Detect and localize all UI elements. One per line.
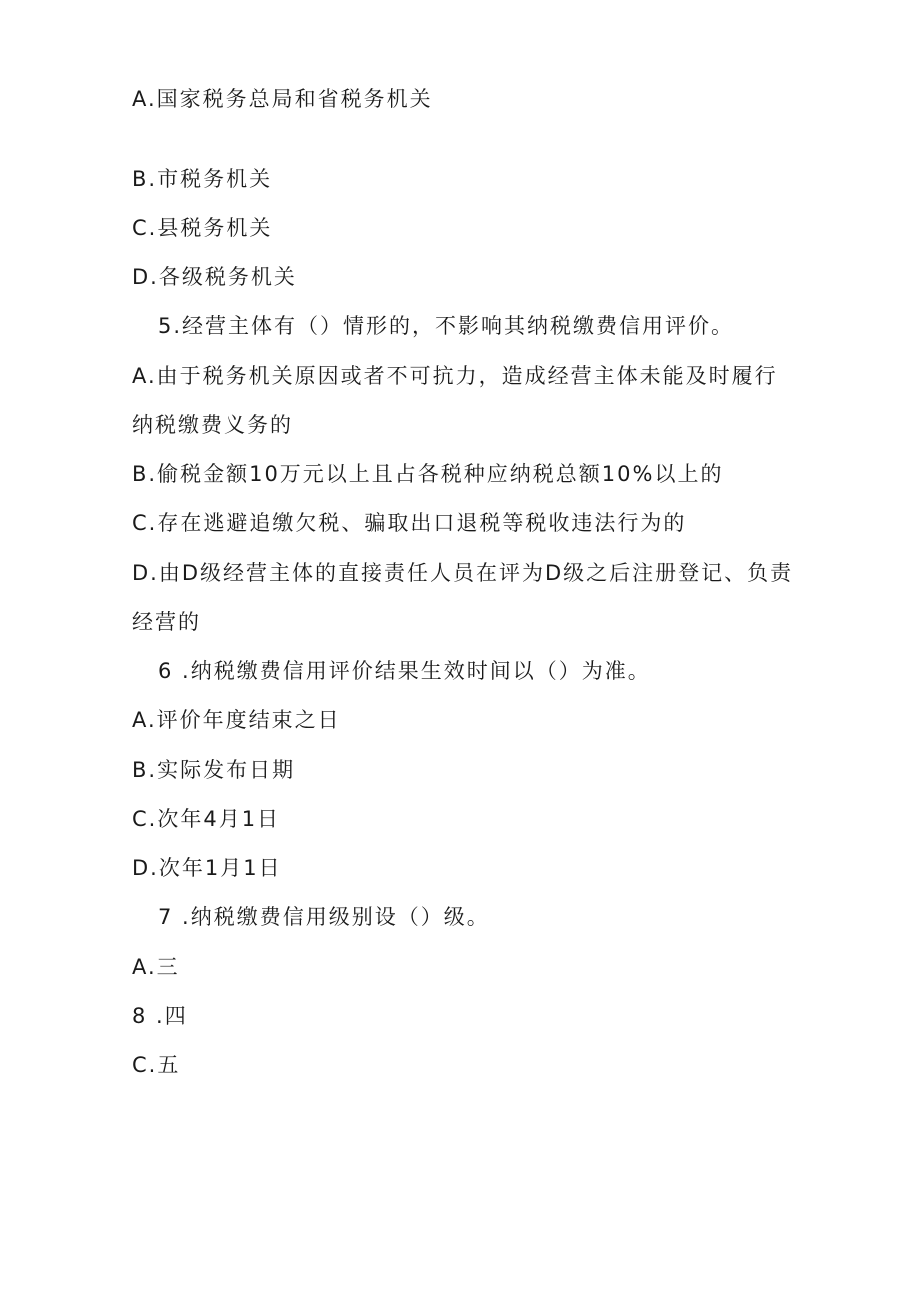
option-line: B.市税务机关 <box>132 167 273 191</box>
question-line: 5.经营主体有（）情形的，不影响其纳税缴费信用评价。 <box>158 314 735 338</box>
option-continuation-line: 经营的 <box>132 610 201 634</box>
option-line: C.五 <box>132 1053 181 1077</box>
option-line: 8 .四 <box>132 1004 188 1028</box>
option-line: D.次年1月1日 <box>132 856 282 880</box>
option-line: A.评价年度结束之日 <box>132 708 341 732</box>
option-line: D.由D级经营主体的直接责任人员在评为D级之后注册登记、负责 <box>132 561 794 585</box>
option-line: C.县税务机关 <box>132 216 273 240</box>
option-line: A.由于税务机关原因或者不可抗力，造成经营主体未能及时履行 <box>132 364 778 388</box>
option-line: C.次年4月1日 <box>132 807 281 831</box>
question-line: 6 .纳税缴费信用评价结果生效时间以（）为准。 <box>158 659 651 683</box>
option-line: D.各级税务机关 <box>132 265 297 289</box>
option-line: A.三 <box>132 955 180 979</box>
option-line: C.存在逃避追缴欠税、骗取出口退税等税收违法行为的 <box>132 511 687 535</box>
option-line: A.国家税务总局和省税务机关 <box>132 87 433 111</box>
question-line: 7 .纳税缴费信用级别设（）级。 <box>158 905 490 929</box>
option-continuation-line: 纳税缴费义务的 <box>132 413 293 437</box>
option-line: B.实际发布日期 <box>132 758 296 782</box>
option-line: B.偷税金额10万元以上且占各税种应纳税总额10%以上的 <box>132 462 724 486</box>
